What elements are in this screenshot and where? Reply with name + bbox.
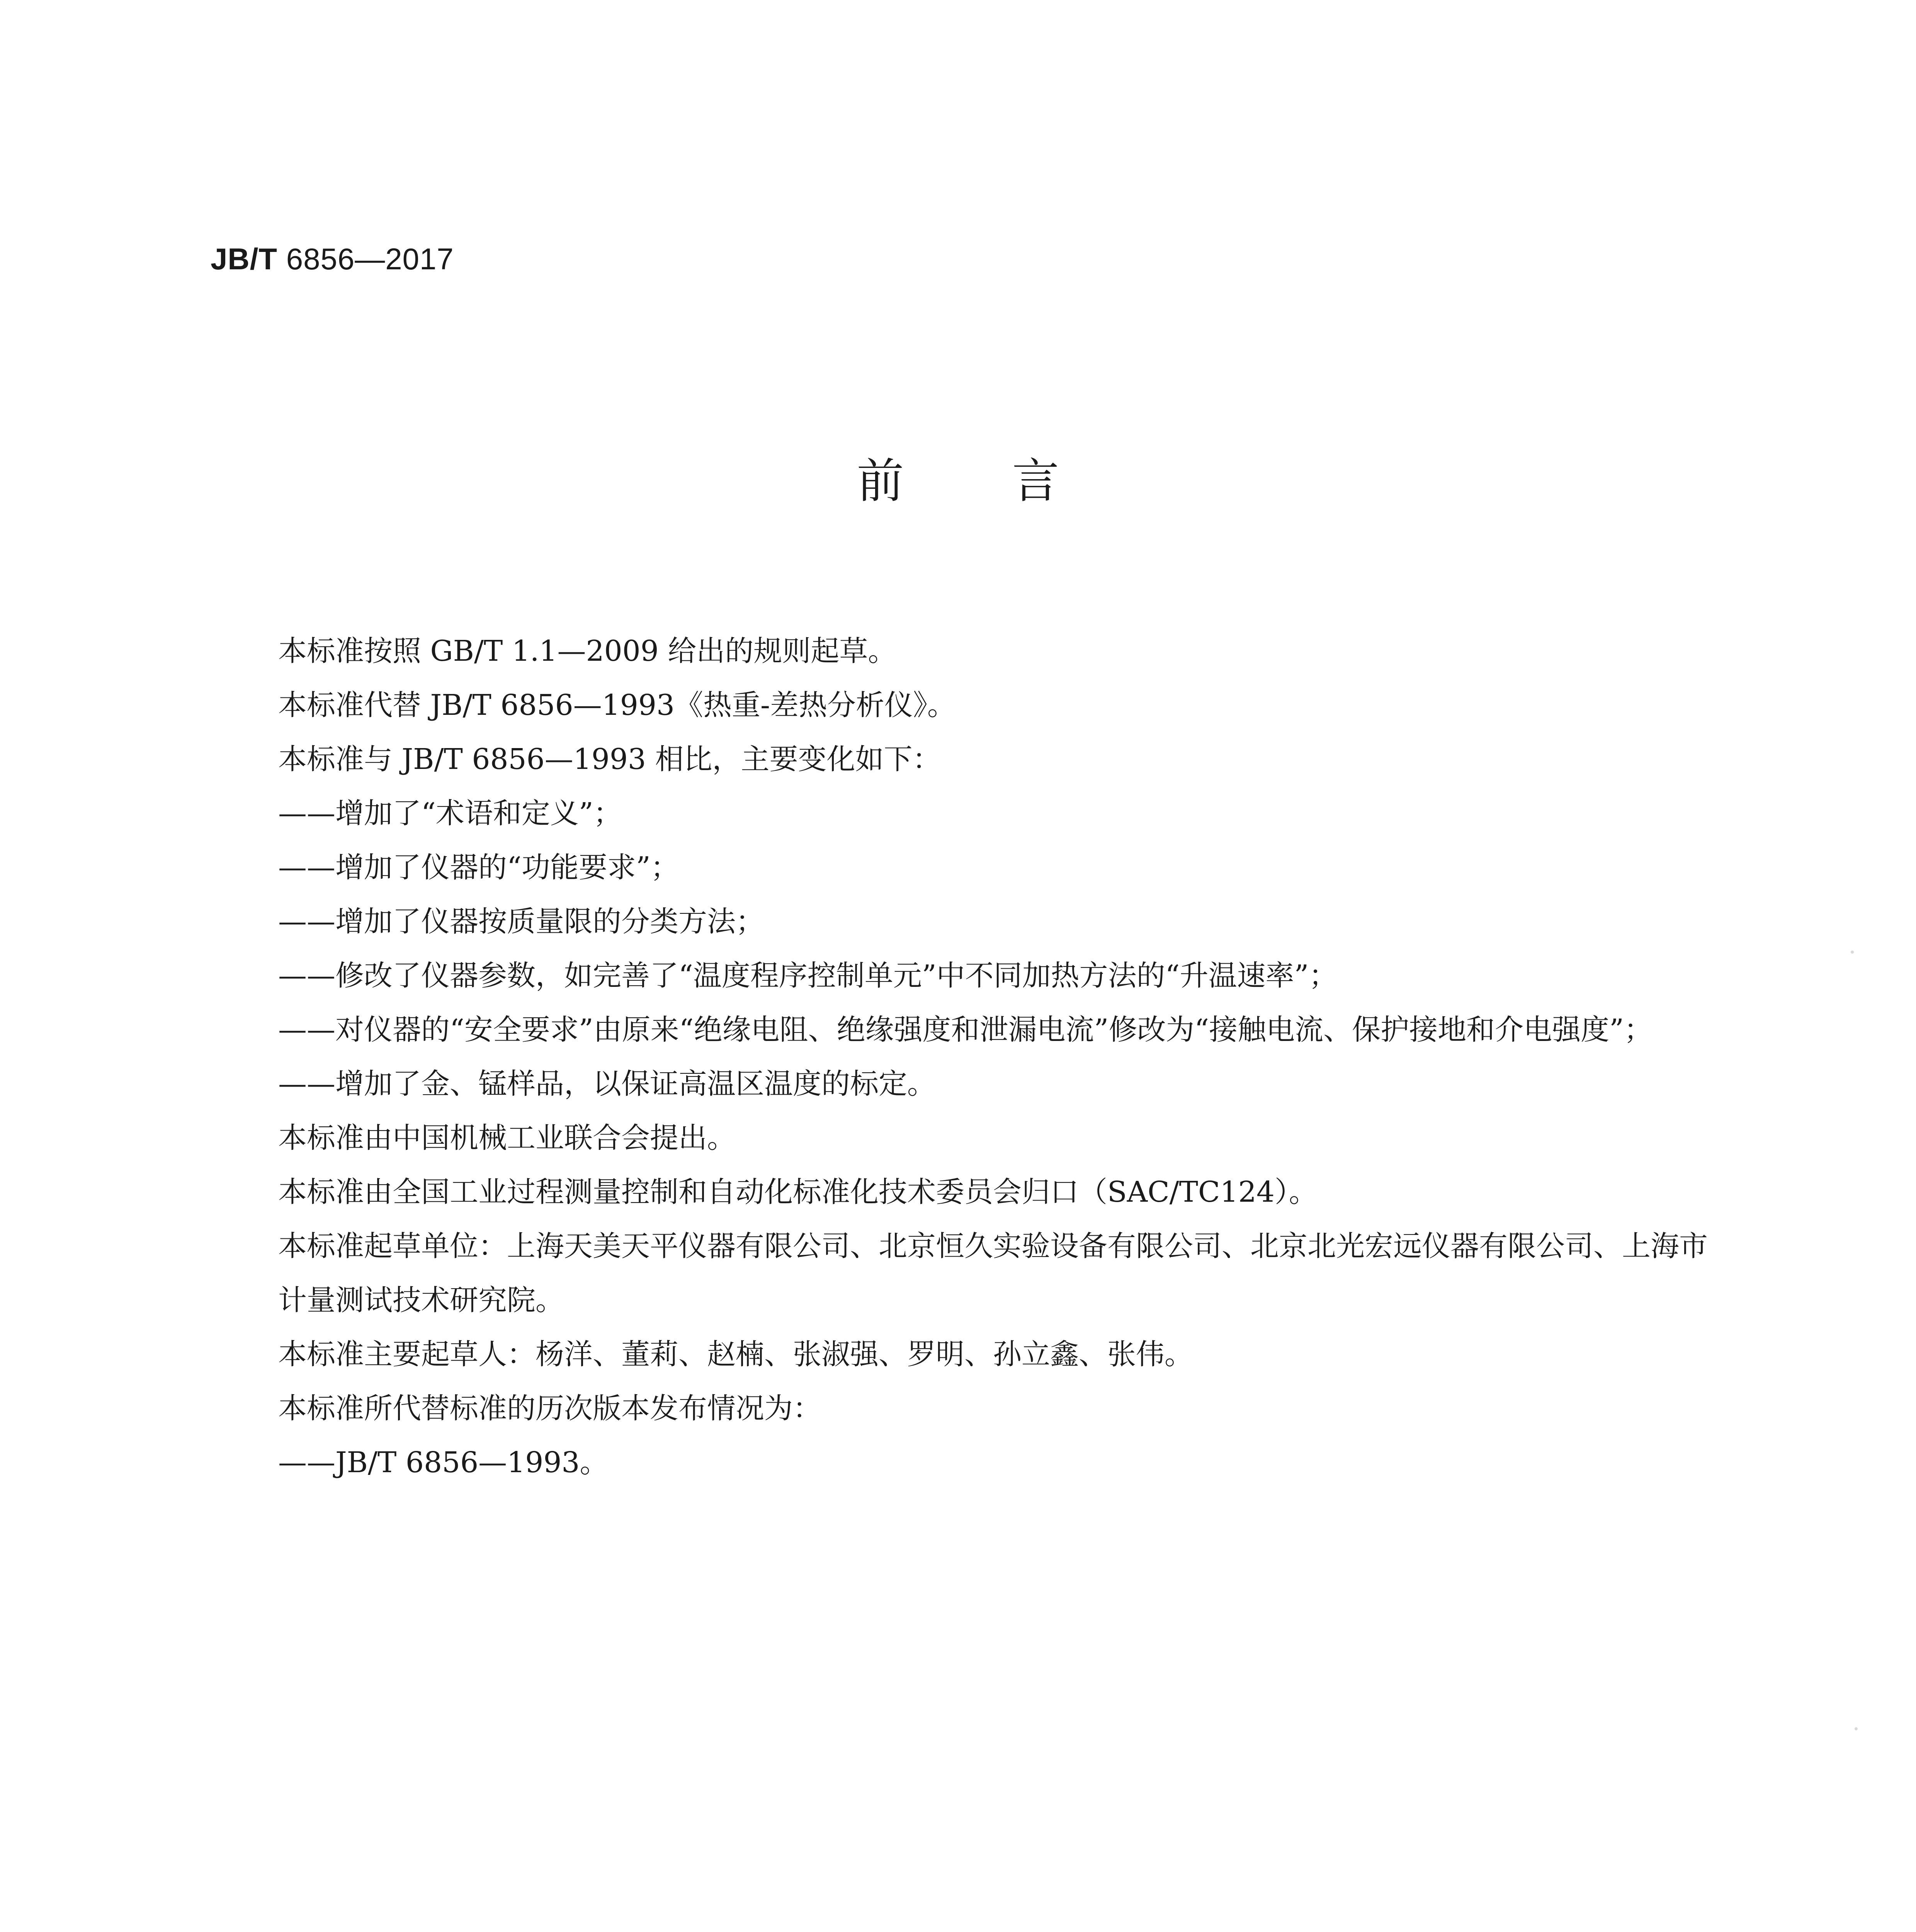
paragraph-changes-intro: 本标准与 JB/T 6856—1993 相比，主要变化如下： [278,743,941,776]
change-item-functional-requirements: ——增加了仪器的“功能要求”； [278,851,679,884]
change-item-classification: ——增加了仪器按质量限的分类方法； [278,905,764,938]
change-item-safety: ——对仪器的“安全要求”由原来“绝缘电阻、绝缘强度和泄漏电流”修改为“接触电流、保护接地和介电强度”； [278,1013,1652,1046]
history-item: ——JB/T 6856—1993。 [278,1446,609,1479]
paragraph-history-intro: 本标准所代替标准的历次版本发布情况为： [278,1392,821,1425]
paragraph-drafting-units: 本标准起草单位：上海天美天平仪器有限公司、北京恒久实验设备有限公司、北京北光宏远仪器有限公司、上海市计量测试技术研究院。 [278,1230,1708,1317]
standard-code-number: 6856—2017 [277,242,454,276]
paragraph-committee: 本标准由全国工业过程测量控制和自动化标准化技术委员会归口（SAC/TC124）。 [278,1175,1318,1209]
change-item-parameters: ——修改了仪器参数，如完善了“温度程序控制单元”中不同加热方法的“升温速率”； [278,959,1338,992]
scan-speck [1851,951,1854,954]
foreword-body [278,624,1731,1490]
standard-code-prefix: JB/T [211,242,278,276]
paragraph-replaces: 本标准代替 JB/T 6856—1993《热重-差热分析仪》。 [278,689,956,722]
change-item-calibration: ——增加了金、锰样品，以保证高温区温度的标定。 [278,1067,936,1100]
page-title: 前言 [857,454,1168,509]
paragraph-proposer: 本标准由中国机械工业联合会提出。 [278,1121,736,1155]
scan-speck [1855,1727,1858,1730]
change-item-terms: ——增加了“术语和定义”； [278,797,622,830]
paragraph-drafting-rules: 本标准按照 GB/T 1.1—2009 给出的规则起草。 [278,634,897,668]
paragraph-drafters: 本标准主要起草人：杨洋、董莉、赵楠、张淑强、罗明、孙立鑫、张伟。 [278,1338,1193,1371]
standard-code [211,240,454,278]
